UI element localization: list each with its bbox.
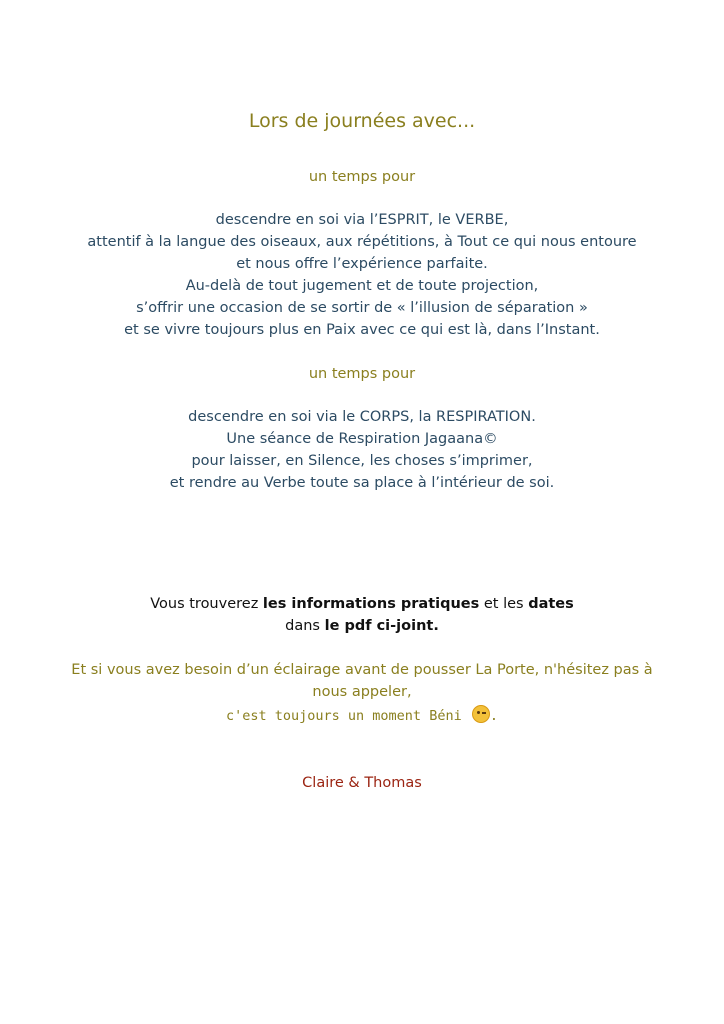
info-line-1 <box>0 594 724 614</box>
section2-line-2: Une séance de Respiration Jagaana© <box>226 431 498 447</box>
signature: Claire & Thomas <box>302 775 422 791</box>
section1-line-4: Au-delà de tout jugement et de toute projection, <box>185 278 539 294</box>
info-emphasis-dates: dates <box>528 596 574 612</box>
section1-line-2: attentif à la langue des oiseaux, aux répétitions, à Tout ce qui nous entoure <box>87 234 637 250</box>
contact-line-3-end: . <box>489 708 498 724</box>
section2-line-3: pour laisser, en Silence, les choses s’imprimer, <box>191 453 533 469</box>
info-text-3: dans <box>285 618 325 634</box>
section2-heading: un temps pour <box>308 366 416 382</box>
section2-line-4: et rendre au Verbe toute sa place à l’intérieur de soi. <box>169 475 555 491</box>
info-emphasis-practical: les informations pratiques <box>262 596 480 612</box>
section1-line-5: s’offrir une occasion de se sortir de « l’illusion de séparation » <box>136 300 588 316</box>
section1-line-6: et se vivre toujours plus en Paix avec ce qui est là, dans l’Instant. <box>124 322 600 338</box>
section1-heading: un temps pour <box>308 169 416 185</box>
contact-line-2: nous appeler, <box>312 684 412 700</box>
section1-line-1: descendre en soi via l’ESPRIT, le VERBE, <box>215 212 509 228</box>
contact-line-1: Et si vous avez besoin d’un éclairage avant de pousser La Porte, n'hésitez pas à <box>71 662 653 678</box>
info-emphasis-pdf: le pdf ci-joint. <box>324 618 439 634</box>
info-text-1: Vous trouverez <box>150 596 263 612</box>
page-title: Lors de journées avec... <box>248 110 476 132</box>
info-line-2 <box>0 616 724 636</box>
section1-line-3: et nous offre l’expérience parfaite. <box>236 256 488 272</box>
winking-face-icon <box>472 705 490 723</box>
contact-line-3 <box>0 705 724 726</box>
info-text-2: et les <box>479 596 529 612</box>
contact-line-3-text: c'est toujours un moment Béni <box>226 708 462 724</box>
section2-line-1: descendre en soi via le CORPS, la RESPIRATION. <box>188 409 536 425</box>
